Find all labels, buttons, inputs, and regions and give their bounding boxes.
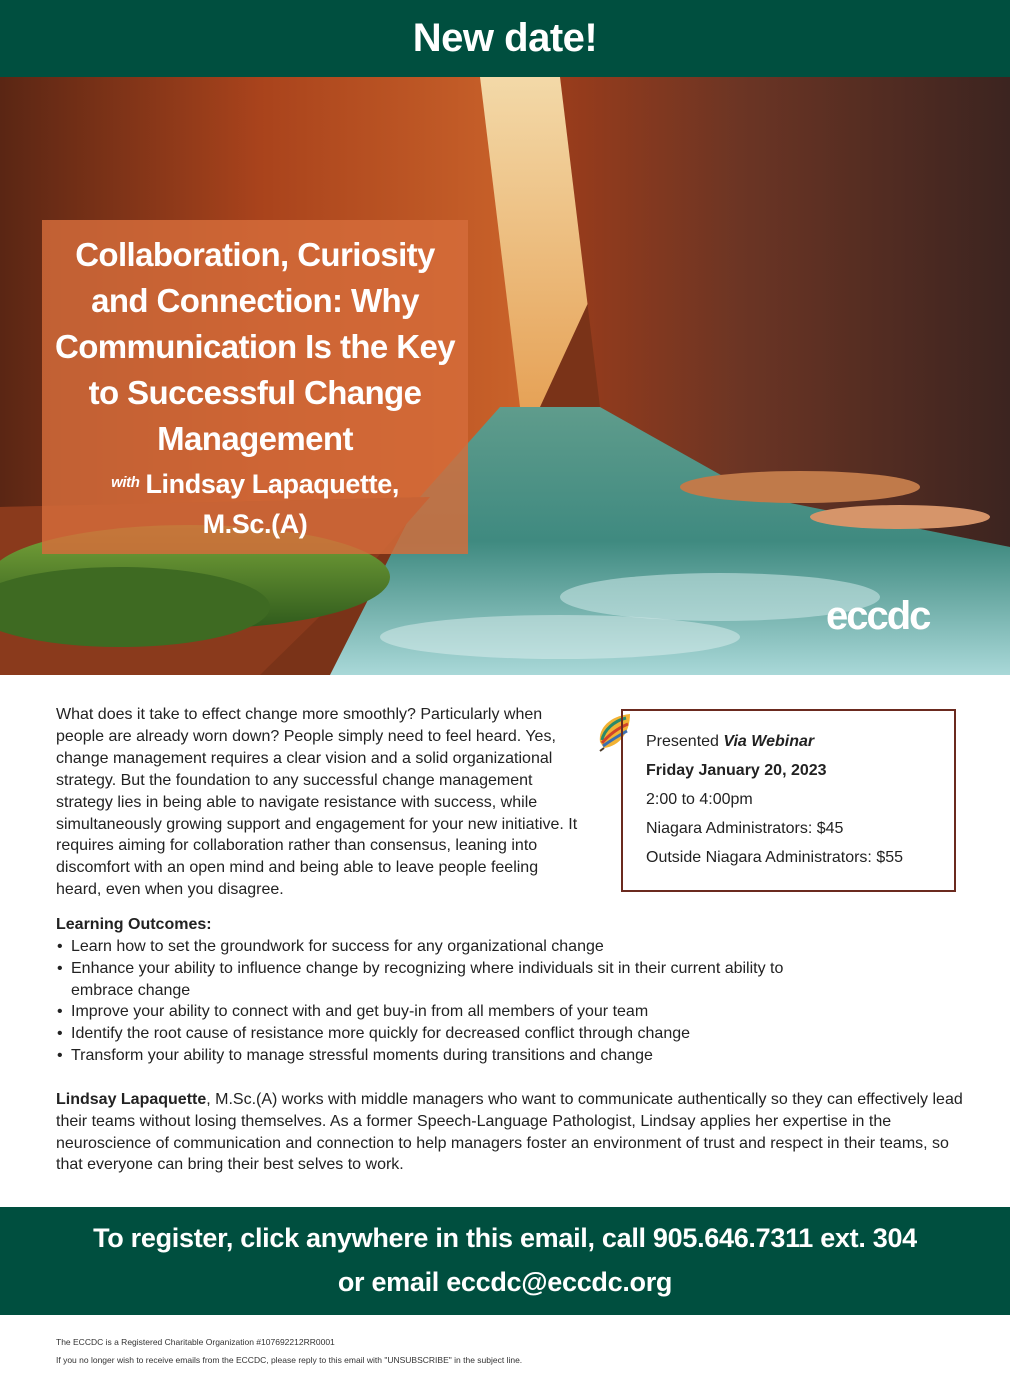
register-line-2[interactable]: or email eccdc@eccdc.org [337,1267,673,1297]
speaker-credential: M.Sc.(A) [202,508,308,539]
register-banner[interactable] [0,1207,1010,1315]
outcome-item: • Improve your ability to connect with and get buy-in from all members of your team [56,1001,956,1023]
price-niagara: Niagara Administrators: $45 [646,820,844,837]
speaker-name: Lindsay Lapaquette, [145,468,399,499]
speaker-line [111,464,399,503]
top-banner [0,0,1010,77]
price-outside: Outside Niagara Administrators: $55 [646,849,904,866]
outcome-item: • Learn how to set the groundwork for success for any organizational change [56,936,956,958]
bio-name: Lindsay Lapaquette [56,1091,207,1108]
outcomes-list [56,936,956,1067]
learning-outcomes [56,914,956,1067]
event-time: 2:00 to 4:00pm [646,791,753,808]
with-word: with [111,473,140,491]
footer [56,1333,956,1369]
new-date-heading: New date! [412,16,598,60]
outcome-item: • Enhance your ability to influence change by recognizing where individuals sit in their current ability to embrace change [56,958,841,1002]
presented-line [646,727,954,756]
intro-paragraph: What does it take to effect change more smoothly? Particularly when people are already worn down? People simply need to feel heard. Yes, change management requires a clear vision and a solid organizational strategy. But the foundation to any successful change management strategy lies in being able to navigate resistance with success, while simultaneously growing support and engagement for your new initiative. It requires aiming for collaboration rather than consensus, leaning into discomfort with an open mind and being able to leave people feeling heard, even when you disagree. [56,706,578,899]
outcome-item: • Identify the root cause of resistance more quickly for decreased conflict through change [56,1023,956,1045]
presented-via: Via Webinar [723,733,815,750]
event-title: Collaboration, Curiosity and Connection: Why Communication Is the Key to Successful Change Management [54,235,455,457]
speaker-bio [56,1089,966,1176]
footer-unsubscribe-line: If you no longer wish to receive emails from the ECCDC, please reply to this email with "UNSUBSCRIBE" in the subject line. [56,1355,523,1365]
hero-canyon-image[interactable] [0,77,1010,675]
event-info-box [621,709,956,892]
event-date: Friday January 20, 2023 [646,762,827,779]
register-line-1[interactable]: To register, click anywhere in this email, call 905.646.7311 ext. 304 [93,1223,917,1253]
bio-text: , M.Sc.(A) works with middle managers who want to communicate authentically so they can effectively lead their teams without losing themselves. As a former Speech-Language Pathologist, Lindsay applies her expertise in the neuroscience of communication and connection to help managers foster an environment of trust and respect in their teams, so that everyone can bring their best selves to work. [56,1091,963,1174]
footer-charity-line: The ECCDC is a Registered Charitable Organization #107692212RR0001 [56,1337,335,1347]
title-box [42,220,468,554]
outcomes-heading: Learning Outcomes: [56,916,212,933]
eccdc-logo: eccdc [826,594,930,638]
presented-label: Presented [646,733,719,750]
outcome-item: • Transform your ability to manage stressful moments during transitions and change [56,1045,956,1067]
